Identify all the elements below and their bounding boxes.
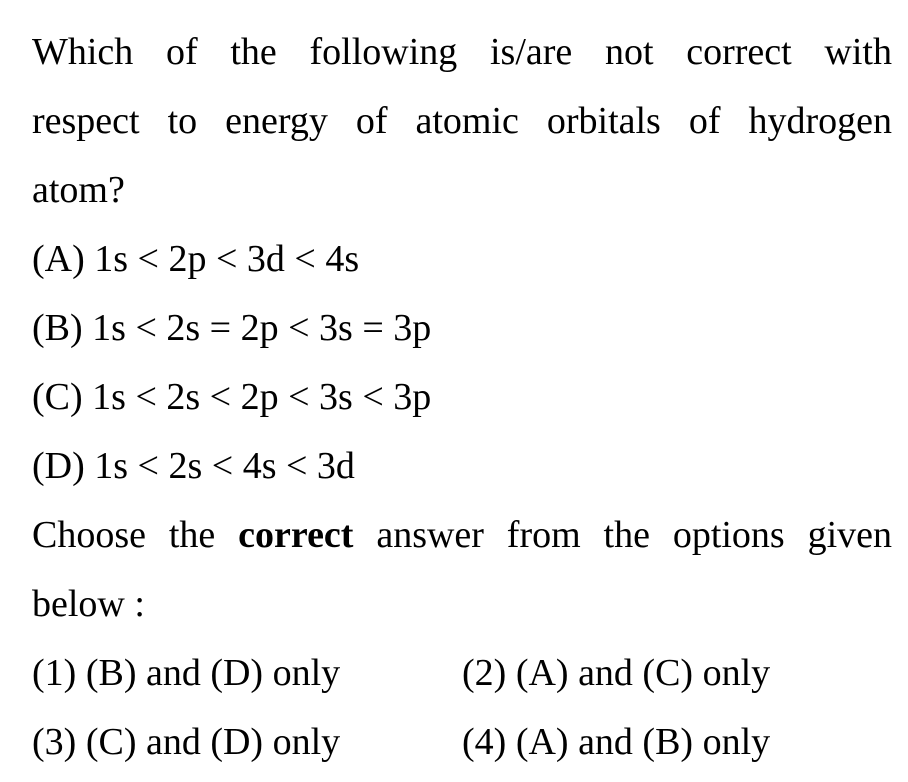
answer-option-1[interactable]: [32, 639, 340, 708]
option-text: (A) and (B) only: [515, 721, 771, 763]
statement-c: [32, 363, 892, 432]
option-label: (1): [32, 652, 77, 694]
question-line-3: atom?: [32, 169, 125, 211]
statement-a: [32, 225, 892, 294]
statement-text: 1s < 2p < 3d < 4s: [94, 238, 360, 280]
statement-label: (D): [32, 445, 85, 487]
option-label: (4): [462, 721, 507, 763]
statement-label: (C): [32, 376, 83, 418]
answer-row-2: [32, 708, 892, 777]
option-text: (A) and (C) only: [515, 652, 771, 694]
statement-text: 1s < 2s = 2p < 3s = 3p: [92, 307, 432, 349]
instruction-line-1: [32, 501, 892, 570]
statement-d: [32, 432, 892, 501]
instruction-before: Choose the: [32, 514, 239, 556]
instruction-emphasis: correct: [238, 514, 354, 556]
instruction-line-2: below :: [32, 583, 145, 625]
statement-label: (B): [32, 307, 83, 349]
instruction-after: answer from the options given: [353, 514, 892, 556]
answer-row-1: [32, 639, 892, 708]
answer-options: [32, 639, 892, 777]
question-line-1: Which of the following is/are not correct with: [32, 31, 892, 73]
statement-b: [32, 294, 892, 363]
statement-label: (A): [32, 238, 85, 280]
option-label: (3): [32, 721, 77, 763]
option-text: (B) and (D) only: [85, 652, 341, 694]
question-line-2: respect to energy of atomic orbitals of hydrogen: [32, 100, 892, 142]
answer-option-4[interactable]: [462, 708, 770, 777]
option-label: (2): [462, 652, 507, 694]
answer-option-3[interactable]: [32, 708, 340, 777]
statement-text: 1s < 2s < 4s < 3d: [94, 445, 355, 487]
option-text: (C) and (D) only: [85, 721, 341, 763]
answer-option-2[interactable]: [462, 639, 770, 708]
question-card: [32, 18, 892, 777]
statement-text: 1s < 2s < 2p < 3s < 3p: [92, 376, 432, 418]
